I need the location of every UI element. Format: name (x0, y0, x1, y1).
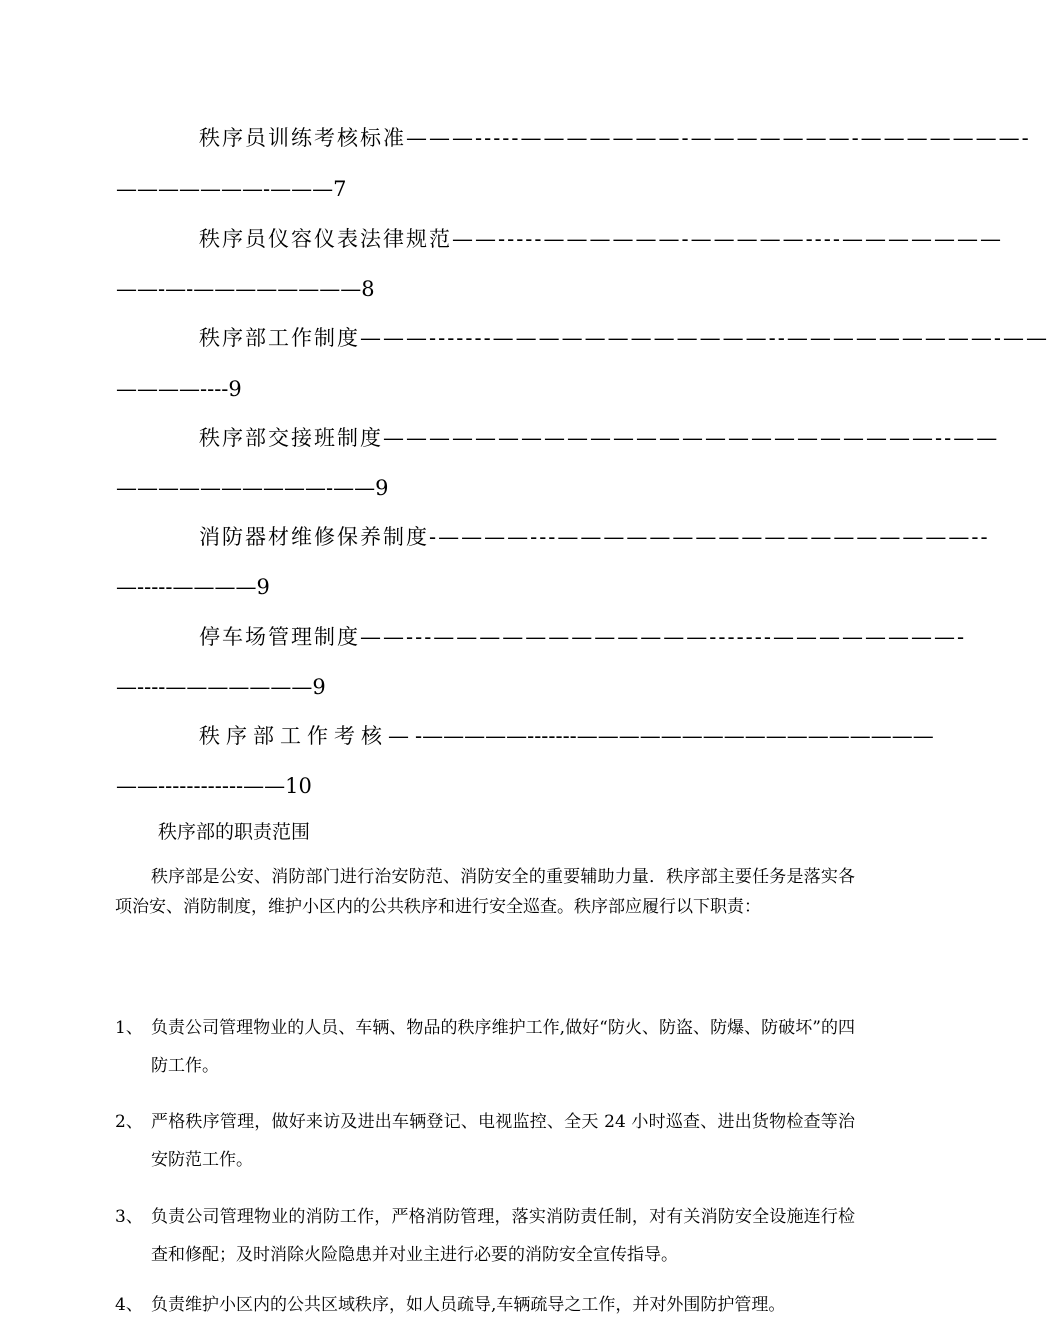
toc-title: 秩序部工作制度——— (199, 326, 429, 350)
toc-title-line (199, 125, 1031, 151)
duty-number: 3、 (115, 1207, 143, 1227)
duty-number: 2、 (115, 1112, 143, 1132)
duty-text: 负责公司管理物业的消防工作，严格消防管理，落实消防责任制，对有关消防安全设施连行检查和修配；及时消除火险隐患并对业主进行必要的消防安全宣传指导。 (151, 1207, 855, 1265)
toc-title: 秩序部交接班制度——— (199, 426, 452, 450)
toc-leader: ————---- (116, 377, 229, 401)
toc-page-number: 9 (256, 575, 270, 599)
toc-title: 秩序员仪容仪表法律规范—— (199, 227, 498, 251)
duty-text: 负责维护小区内的公共区域秩序，如人员疏导,车辆疏导之工作，并对外围防护管理。 (151, 1295, 786, 1315)
toc-title: 消防器材维修保养制度 (199, 525, 429, 549)
toc-page-number: 10 (285, 774, 312, 798)
duty-text: 严格秩序管理，做好来访及进出车辆登记、电视监控、全天 24 小时巡查、进出货物检查等治安防范工作。 (151, 1112, 855, 1170)
duty-item (115, 1103, 855, 1179)
toc-title-line (199, 723, 934, 749)
duty-number: 1、 (115, 1018, 143, 1038)
toc-page-number: 9 (375, 476, 389, 500)
toc-leader: —----——————— (116, 675, 313, 699)
toc-leader: ———————-——— (116, 177, 334, 201)
toc-title-line (199, 325, 1049, 351)
intro-paragraph: 秩序部是公安、消防部门进行治安防范、消防安全的重要辅助力量．秩序部主要任务是落实各项治安、消防制度，维护小区内的公共秩序和进行安全巡查。秩序部应履行以下职责： (115, 867, 855, 917)
toc-title-line (199, 524, 990, 550)
toc-continuation-line (116, 674, 326, 700)
toc-leader: ——------------—— (116, 774, 286, 798)
toc-title: 停车场管理制度—— (199, 625, 406, 649)
toc-continuation-line (116, 773, 312, 799)
toc-page-number: 7 (333, 177, 347, 201)
toc-leader: ——————————-—— (116, 476, 376, 500)
toc-leader: -—————-------————————————————— (415, 724, 934, 748)
section-heading: 秩序部的职责范围 (158, 821, 311, 843)
toc-page-number: 8 (361, 277, 375, 301)
toc-title-line (199, 425, 1000, 451)
toc-leader: ---————————————-------————————- (406, 625, 967, 649)
duty-item (115, 1009, 855, 1085)
duty-item (115, 1286, 855, 1324)
toc-leader: -----——————-—————----——————— (498, 227, 1003, 251)
toc-page-number: 9 (228, 377, 242, 401)
toc-continuation-line (116, 574, 270, 600)
duty-number: 4、 (115, 1295, 143, 1315)
toc-leader: ——-—-———————— (116, 277, 362, 301)
duty-item (115, 1198, 855, 1274)
toc-page-number: 9 (312, 675, 326, 699)
toc-leader: -————---——————————————————-- (429, 525, 990, 549)
toc-title: 秩序员训练考核标准 (199, 126, 406, 150)
toc-continuation-line (116, 176, 346, 202)
toc-leader: ———-----———————-———————-———————- (406, 126, 1031, 150)
toc-leader: -------————————————--—————————-—— (429, 326, 1049, 350)
toc-leader: —————————————————————--—— (452, 426, 1000, 450)
toc-continuation-line (116, 475, 388, 501)
toc-continuation-line (116, 276, 375, 302)
toc-continuation-line (116, 376, 242, 402)
toc-title-line (199, 226, 1003, 252)
toc-title: 秩序部工作考核— (199, 724, 415, 748)
duty-text: 负责公司管理物业的人员、车辆、物品的秩序维护工作,做好“防火、防盗、防爆、防破坏”的四防工作。 (151, 1018, 855, 1076)
toc-leader: —-----———— (116, 575, 257, 599)
toc-title-line (199, 624, 967, 650)
